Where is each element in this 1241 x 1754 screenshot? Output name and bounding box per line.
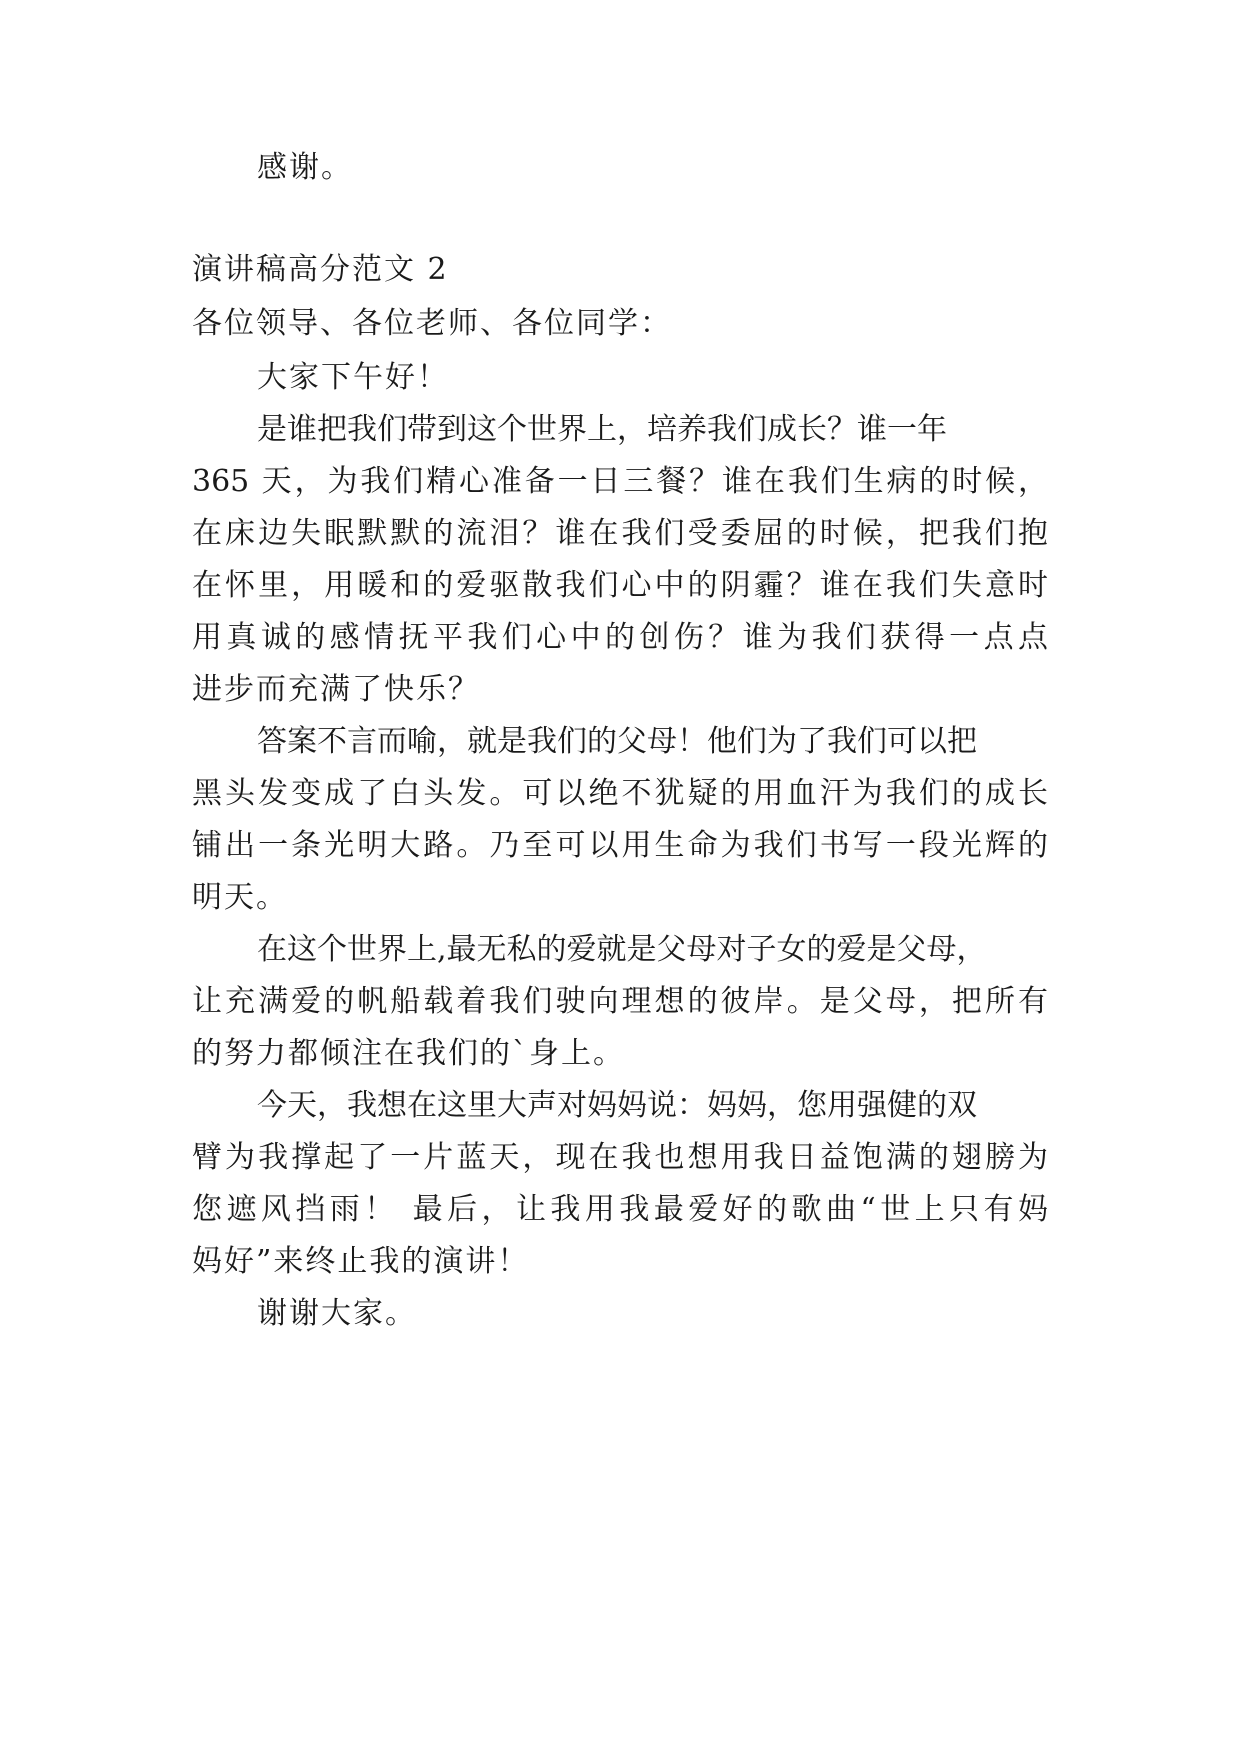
paragraph-3-line-1: 在这个世界上,最无私的爱就是父母对子女的爱是父母， <box>257 932 987 967</box>
greeting: 大家下午好！ <box>257 360 449 395</box>
paragraph-2-line-2: 黑头发变成了白头发。可以绝不犹疑的用血汗为我们的成长 <box>192 776 1048 811</box>
paragraph-2-line-3: 铺出一条光明大路。乃至可以用生命为我们书写一段光辉的 <box>192 828 1048 863</box>
salutation: 各位领导、各位老师、各位同学： <box>192 306 672 341</box>
paragraph-2-line-1: 答案不言而喻，就是我们的父母！他们为了我们可以把 <box>257 724 977 759</box>
paragraph-4-line-3: 您遮风挡雨！ 最后，让我用我最爱好的歌曲“世上只有妈 <box>192 1192 1048 1227</box>
paragraph-1-line-5: 用真诚的感情抚平我们心中的创伤？谁为我们获得一点点 <box>192 620 1048 655</box>
speech-title: 演讲稿高分范文 2 <box>192 252 449 287</box>
closing-thanks: 谢谢大家。 <box>257 1296 417 1331</box>
paragraph-1-line-3: 在床边失眠默默的流泪？谁在我们受委屈的时候，把我们抱 <box>192 516 1048 551</box>
paragraph-4-line-2: 臂为我撑起了一片蓝天，现在我也想用我日益饱满的翅膀为 <box>192 1140 1048 1175</box>
paragraph-1-line-1: 是谁把我们带到这个世界上，培养我们成长？谁一年 <box>257 412 947 447</box>
paragraph-3-line-3: 的努力都倾注在我们的`身上。 <box>192 1036 625 1071</box>
paragraph-1-line-2: 365 天，为我们精心准备一日三餐？谁在我们生病的时候， <box>192 464 1048 499</box>
paragraph-1-line-4: 在怀里，用暖和的爱驱散我们心中的阴霾？谁在我们失意时 <box>192 568 1048 603</box>
paragraph-1-line-6: 进步而充满了快乐？ <box>192 672 480 707</box>
paragraph-4-line-1: 今天，我想在这里大声对妈妈说：妈妈，您用强健的双 <box>257 1088 977 1123</box>
closing-previous-speech: 感谢。 <box>257 150 353 185</box>
paragraph-4-line-4: 妈好”来终止我的演讲！ <box>192 1244 530 1279</box>
paragraph-3-line-2: 让充满爱的帆船载着我们驶向理想的彼岸。是父母，把所有 <box>192 984 1048 1019</box>
paragraph-2-line-4: 明天。 <box>192 880 288 915</box>
